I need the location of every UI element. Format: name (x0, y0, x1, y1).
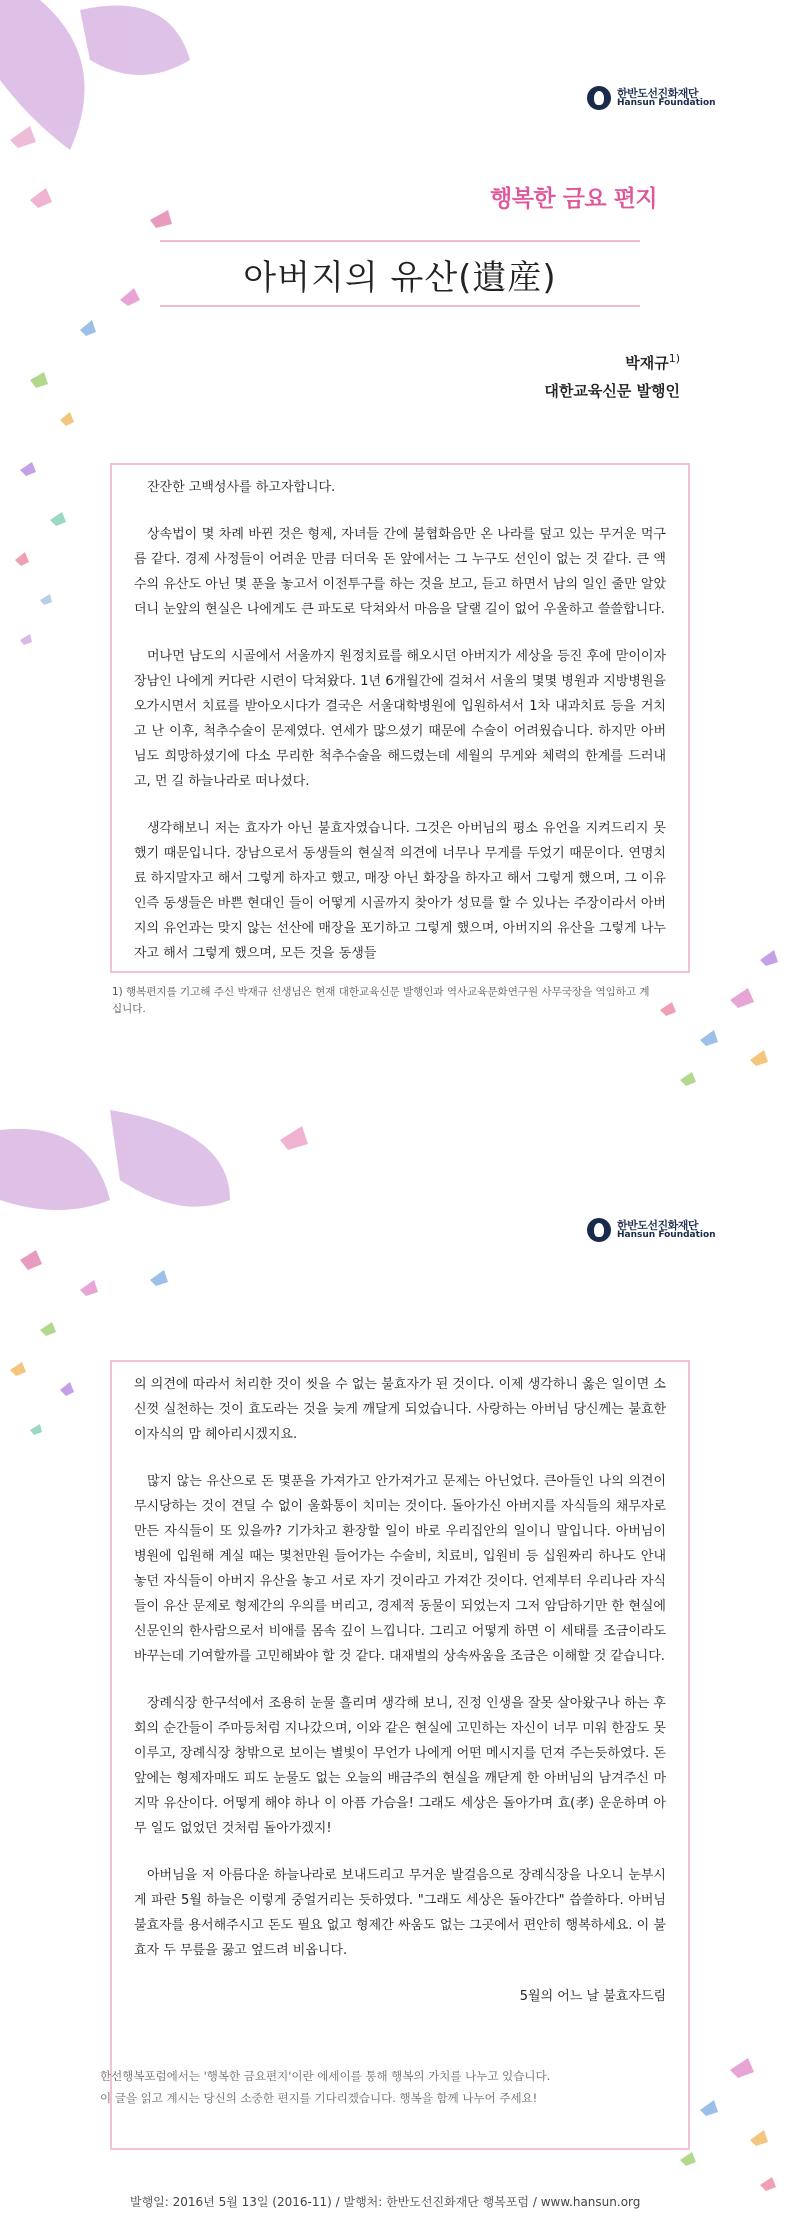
closing-line: 이 글을 읽고 계시는 당신의 소중한 편지를 기다리겠습니다. 행복을 함께 나누어 주세요! (100, 2091, 538, 2105)
logo-korean-text: 한반도선진화재단 (617, 1218, 699, 1232)
paragraph: 의 의견에 따라서 처리한 것이 씻을 수 없는 불효자가 된 것이다. 이제 생각하니 옳은 일이면 소신껏 실천하는 것이 효도라는 것을 늦게 깨달게 되었습니다. 사랑하는 아버님 당신께는 불효한 이자식의 맘 헤아리시겠지요. (134, 1377, 666, 1442)
closing-note (100, 2065, 700, 2109)
foundation-logo-icon (587, 86, 611, 110)
page-1 (0, 0, 800, 1110)
logo-korean-text: 한반도선진화재단 (617, 86, 699, 100)
paragraph: 잔잔한 고백성사를 하고자합니다. (147, 480, 336, 495)
footnote-text: 행복편지를 기고해 주신 박재규 선생님은 현재 대한교육신문 발행인과 역사교육문화연구원 사무국장을 역임하고 계십니다. (112, 986, 650, 1015)
foundation-logo (587, 1218, 716, 1242)
series-title: 행복한 금요 편지 (490, 186, 658, 212)
footnote (112, 984, 652, 1018)
paragraph: 아버님을 저 아름다운 하늘나라로 보내드리고 무거운 발걸음으로 장례식장을 나오니 눈부시게 파란 5월 하늘은 이렇게 중얼거리는 듯하였다. "그래도 세상은 돌아간다" 씁쓸하다. 아버님 불효자를 용서해주시고 돈도 필요 없고 형제간 싸움도 없는 그곳에서 편안히 행복하세요. 이 불효자 두 무릎을 꿇고 엎드려 비옵니다. (134, 1868, 666, 1958)
author-affiliation: 대한교육신문 발행인 (544, 382, 680, 400)
paragraph: 머나먼 남도의 시골에서 서울까지 원정치료를 해오시던 아버지가 세상을 등진 후에 맏이이자 장남인 나에게 커다란 시련이 닥쳐왔다. 1년 6개월간에 걸쳐서 서울의 몇몇 병원과 지방병원을 오가시면서 치료를 받아오시다가 결국은 서울대학병원에 입원하셔서 1차 내과치료 등을 거치고 난 이후, 척추수술이 문제였다. 연세가 많으셨기 때문에 수술이 어려웠습니다. 하지만 아버님도 희망하셨기에 다소 무리한 척추수술을 해드렸는데 세월의 무게와 체력의 한계를 드러내고, 먼 길 하늘나라로 떠나셨다. (134, 649, 666, 789)
page-2 (0, 1110, 800, 2226)
signoff: 5월의 어느 날 불효자드림 (519, 1989, 666, 2004)
letter-body-part2 (110, 1360, 690, 2150)
paragraph: 장례식장 한구석에서 조용히 눈물 흘리며 생각해 보니, 진정 인생을 잘못 살아왔구나 하는 후회의 순간들이 주마등처럼 지나갔으며, 이와 같은 현실에 고민하는 자신이 너무 미워 한잠도 못 이루고, 장례식장 창밖으로 보이는 별빛이 무언가 나에게 어떤 메시지를 던져 주는듯하였다. 돈 앞에는 형제자매도 피도 눈물도 없는 오늘의 배금주의 현실을 깨닫게 한 아버님의 남겨주신 마지막 유산이다. 어떻게 해야 하나 이 아픔 가슴을! 그래도 세상은 돌아가며 효(孝) 운운하며 아무 일도 없었던 것처럼 돌아가겠지! (134, 1696, 666, 1836)
closing-line: 한선행복포럼에서는 '행복한 금요편지'이란 에세이를 통해 행복의 가치를 나누고 있습니다. (100, 2069, 551, 2083)
author-name: 박재규 (625, 354, 669, 372)
paragraph: 생각해보니 저는 효자가 아닌 불효자였습니다. 그것은 아버님의 평소 유언을 지켜드리지 못했기 때문입니다. 장남으로서 동생들의 현실적 의견에 너무나 무게를 두었기 때문이다. 연명치료 하지말자고 해서 그렇게 하자고 했고, 매장 아닌 화장을 하자고 해서 그렇게 했으며, 그 이유인즉 동생들은 바쁜 현대인 들이 어떻게 시골까지 찾아가 성묘를 할 수 있나는 주장이라서 아버지의 유언과는 맞지 않는 선산에 매장을 포기하고 그렇게 했으며, 아버지의 유산을 그렇게 나누자고 해서 그렇게 했으며, 모든 것을 동생들 (134, 821, 666, 961)
publication-info: 발행일: 2016년 5월 13일 (2016-11) / 발행처: 한반도선진화재단 행복포럼 / www.hansun.org (130, 2195, 641, 2209)
author-block (544, 345, 680, 405)
paragraph: 상속법이 몇 차례 바뀐 것은 형제, 자녀들 간에 불협화음만 온 나라를 덮고 있는 무거운 먹구름 같다. 경제 사정들이 어려운 만큼 더더욱 돈 앞에서는 그 누구도 선인이 없는 것 같다. 큰 액수의 유산도 아닌 몇 푼을 놓고서 이전투구를 하는 것을 보고, 듣고 하면서 남의 일인 줄만 알았더니 눈앞의 현실은 나에게도 큰 파도로 닥쳐와서 마음을 달랠 길이 없어 우울하고 쓸쓸합니다. (134, 527, 666, 617)
paragraph: 많지 않는 유산으로 돈 몇푼을 가져가고 안가져가고 문제는 아닌었다. 큰아들인 나의 의견이 무시당하는 것이 견딜 수 없이 울화통이 치미는 것이다. 돌아가신 아버지를 자식들의 채무자로 만든 자식들이 또 있을까? 기가차고 환장할 일이 바로 우리집안의 일이니 말입니다. 아버님이 병원에 입원해 계실 때는 몇천만원 들어가는 수술비, 치료비, 입원비 등 십원짜리 하나도 안내놓던 자식들이 아버지 유산을 놓고 서로 자기 것이라고 가져간 것이다. 언제부터 우리나라 자식들이 유산 문제로 형제간의 우의를 버리고, 경제적 동물이 되었는지 그저 암담하기만 한 현실에 신문인의 한사람으로서 비애를 몸속 깊이 느낍니다. 그리고 어떻게 하면 이 세태를 조금이라도 바꾸는데 기여할까를 고민해봐야 할 것 같다. 대재벌의 상속싸움을 조금은 이해할 것 같습니다. (134, 1474, 666, 1664)
foundation-logo-icon (587, 1218, 611, 1242)
page-title: 아버지의 유산(遺産) (243, 258, 557, 298)
foundation-logo (587, 86, 716, 110)
footnote-marker: 1) (112, 986, 123, 998)
title-bottom-rule (160, 305, 640, 307)
footnote-ref: 1) (668, 352, 680, 365)
letter-body-part1 (110, 463, 690, 973)
logo-english-text: Hansun Foundation (617, 98, 716, 109)
logo-english-text: Hansun Foundation (617, 1230, 716, 1241)
title-top-rule (160, 240, 640, 242)
